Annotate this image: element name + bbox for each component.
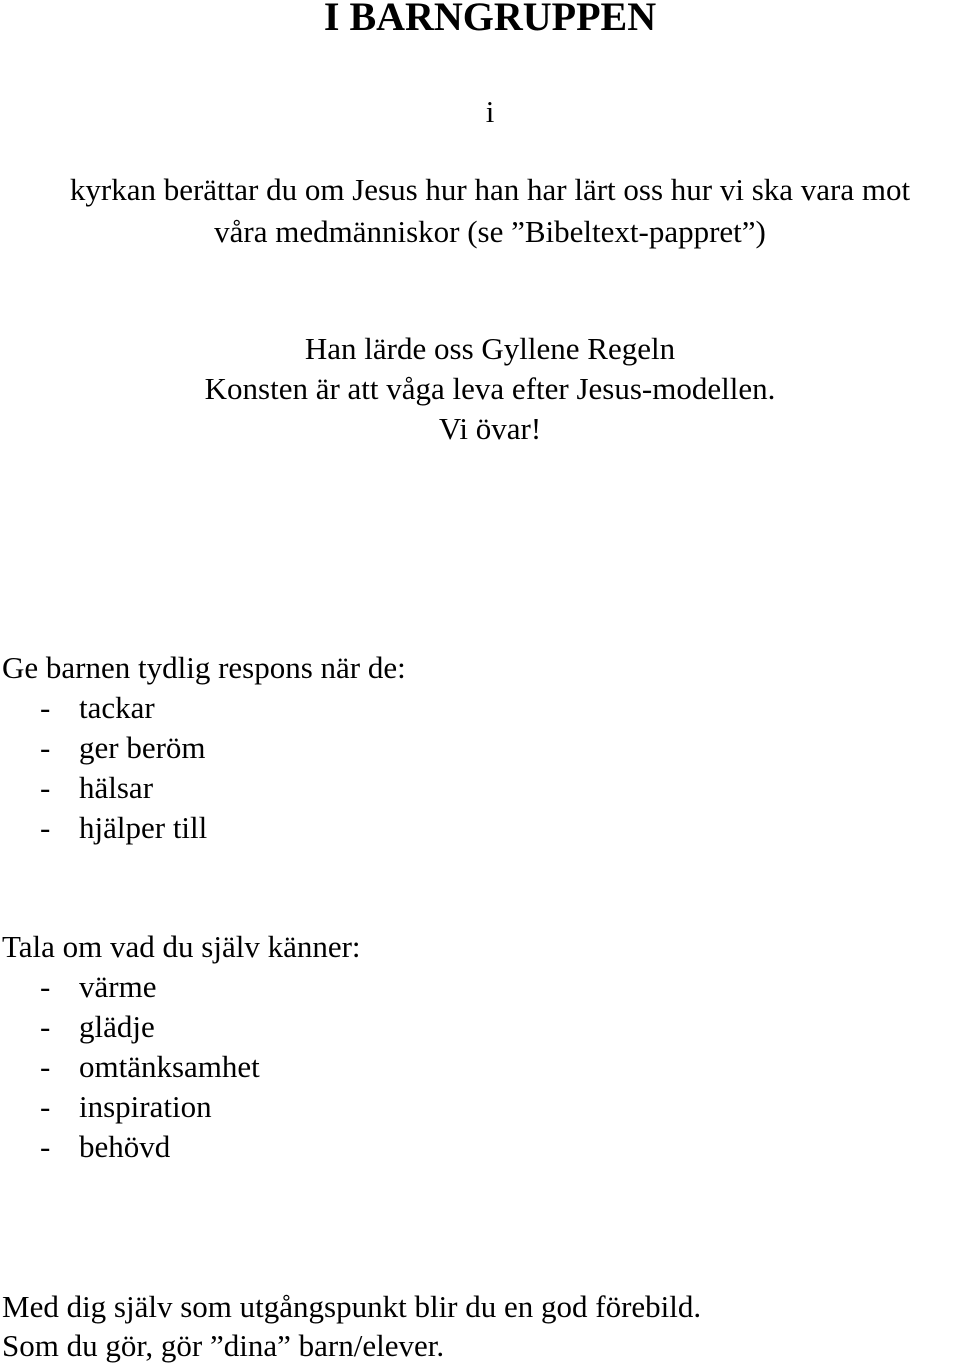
list-item-text: tackar [79, 690, 155, 725]
bullet-dash: - [40, 690, 51, 725]
intro-marker: i [485, 94, 495, 129]
list-item [40, 808, 640, 848]
list-item [40, 1127, 640, 1167]
bullet-dash: - [40, 1089, 51, 1124]
rule-line-3: Vi övar! [438, 411, 542, 446]
page-title: I BARNGRUPPEN [323, 0, 657, 39]
list-item [40, 1047, 640, 1087]
list-item-text: behövd [79, 1129, 171, 1164]
closing-line-1: Med dig själv som utgångspunkt blir du en god förebild. [2, 1289, 702, 1324]
list-item-text: omtänksamhet [79, 1049, 260, 1084]
list-item [40, 1007, 640, 1047]
list-item-text: ger beröm [79, 730, 206, 765]
list-item-text: värme [79, 969, 157, 1004]
list-item-text: hälsar [79, 770, 154, 805]
response-heading: Ge barnen tydlig respons när de: [2, 650, 406, 685]
bullet-dash: - [40, 1129, 51, 1164]
list-item [40, 967, 640, 1007]
list-item [40, 1087, 640, 1127]
bullet-dash: - [40, 1049, 51, 1084]
closing-line-2: Som du gör, gör ”dina” barn/elever. [2, 1328, 445, 1363]
list-item-text: inspiration [79, 1089, 212, 1124]
rule-line-1: Han lärde oss Gyllene Regeln [304, 331, 676, 366]
bullet-dash: - [40, 1009, 51, 1044]
intro-line-1: kyrkan berättar du om Jesus hur han har lärt oss hur vi ska vara mot [69, 172, 911, 207]
list-item [40, 728, 640, 768]
intro-line-2: våra medmänniskor (se ”Bibeltext-pappret”) [214, 214, 766, 249]
bullet-dash: - [40, 770, 51, 805]
list-item-text: glädje [79, 1009, 155, 1044]
rule-line-2: Konsten är att våga leva efter Jesus-modellen. [204, 371, 776, 406]
list-item-text: hjälper till [79, 810, 208, 845]
list-item [40, 688, 640, 728]
bullet-dash: - [40, 969, 51, 1004]
bullet-dash: - [40, 730, 51, 765]
bullet-dash: - [40, 810, 51, 845]
list-item [40, 768, 640, 808]
feelings-heading: Tala om vad du själv känner: [2, 929, 361, 964]
